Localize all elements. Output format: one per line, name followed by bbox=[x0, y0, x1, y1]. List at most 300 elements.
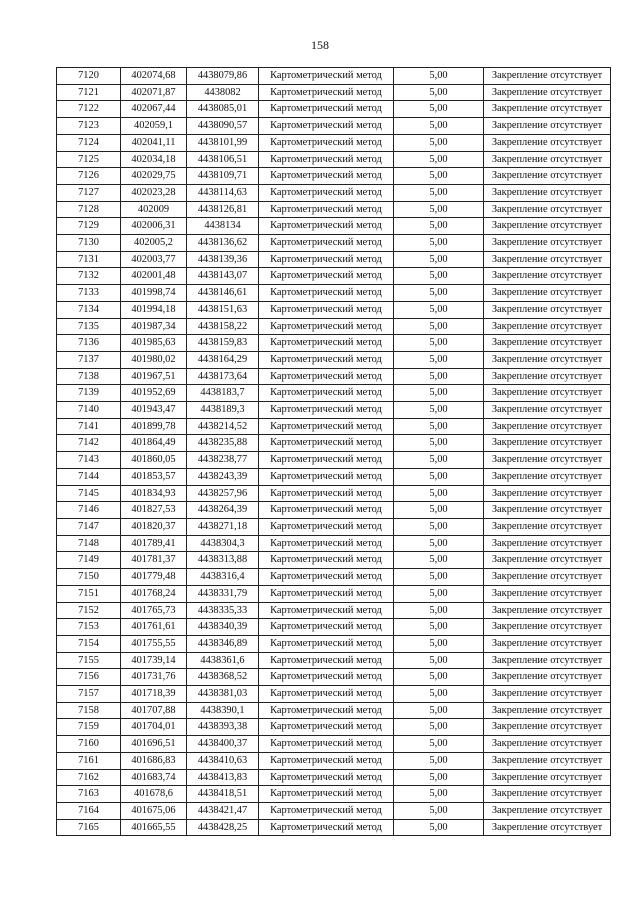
y-coordinate-cell: 4438158,22 bbox=[187, 318, 259, 335]
table-row bbox=[57, 535, 611, 552]
point-number-cell: 7153 bbox=[57, 619, 121, 636]
y-coordinate-cell: 4438304,3 bbox=[187, 535, 259, 552]
y-coordinate-cell: 4438313,88 bbox=[187, 552, 259, 569]
table-row bbox=[57, 335, 611, 352]
accuracy-cell: 5,00 bbox=[394, 318, 484, 335]
fixation-cell: Закрепление отсутствует bbox=[484, 84, 611, 101]
table-row bbox=[57, 351, 611, 368]
table-row bbox=[57, 151, 611, 168]
point-number-cell: 7165 bbox=[57, 819, 121, 836]
accuracy-cell: 5,00 bbox=[394, 84, 484, 101]
point-number-cell: 7124 bbox=[57, 134, 121, 151]
point-number-cell: 7145 bbox=[57, 485, 121, 502]
table-row bbox=[57, 669, 611, 686]
x-coordinate-cell: 401765,73 bbox=[121, 602, 187, 619]
point-number-cell: 7120 bbox=[57, 68, 121, 85]
method-cell: Картометрический метод bbox=[259, 552, 394, 569]
point-number-cell: 7130 bbox=[57, 235, 121, 252]
x-coordinate-cell: 402071,87 bbox=[121, 84, 187, 101]
x-coordinate-cell: 401994,18 bbox=[121, 301, 187, 318]
y-coordinate-cell: 4438079,86 bbox=[187, 68, 259, 85]
x-coordinate-cell: 401998,74 bbox=[121, 285, 187, 302]
accuracy-cell: 5,00 bbox=[394, 518, 484, 535]
x-coordinate-cell: 401675,06 bbox=[121, 802, 187, 819]
fixation-cell: Закрепление отсутствует bbox=[484, 268, 611, 285]
fixation-cell: Закрепление отсутствует bbox=[484, 168, 611, 185]
x-coordinate-cell: 402029,75 bbox=[121, 168, 187, 185]
x-coordinate-cell: 401967,51 bbox=[121, 368, 187, 385]
accuracy-cell: 5,00 bbox=[394, 351, 484, 368]
table-row bbox=[57, 585, 611, 602]
y-coordinate-cell: 4438151,63 bbox=[187, 301, 259, 318]
point-number-cell: 7139 bbox=[57, 385, 121, 402]
table-row bbox=[57, 168, 611, 185]
fixation-cell: Закрепление отсутствует bbox=[484, 802, 611, 819]
accuracy-cell: 5,00 bbox=[394, 268, 484, 285]
x-coordinate-cell: 401665,55 bbox=[121, 819, 187, 836]
x-coordinate-cell: 401768,24 bbox=[121, 585, 187, 602]
x-coordinate-cell: 402001,48 bbox=[121, 268, 187, 285]
accuracy-cell: 5,00 bbox=[394, 719, 484, 736]
method-cell: Картометрический метод bbox=[259, 402, 394, 419]
x-coordinate-cell: 401779,48 bbox=[121, 569, 187, 586]
point-number-cell: 7163 bbox=[57, 786, 121, 803]
y-coordinate-cell: 4438126,81 bbox=[187, 201, 259, 218]
table-row bbox=[57, 552, 611, 569]
point-number-cell: 7127 bbox=[57, 184, 121, 201]
y-coordinate-cell: 4438368,52 bbox=[187, 669, 259, 686]
fixation-cell: Закрепление отсутствует bbox=[484, 635, 611, 652]
y-coordinate-cell: 4438164,29 bbox=[187, 351, 259, 368]
fixation-cell: Закрепление отсутствует bbox=[484, 518, 611, 535]
accuracy-cell: 5,00 bbox=[394, 569, 484, 586]
y-coordinate-cell: 4438173,64 bbox=[187, 368, 259, 385]
table-row bbox=[57, 736, 611, 753]
table-row bbox=[57, 84, 611, 101]
accuracy-cell: 5,00 bbox=[394, 118, 484, 135]
method-cell: Картометрический метод bbox=[259, 502, 394, 519]
y-coordinate-cell: 4438271,18 bbox=[187, 518, 259, 535]
fixation-cell: Закрепление отсутствует bbox=[484, 736, 611, 753]
x-coordinate-cell: 402009 bbox=[121, 201, 187, 218]
table-row bbox=[57, 702, 611, 719]
y-coordinate-cell: 4438340,39 bbox=[187, 619, 259, 636]
point-number-cell: 7161 bbox=[57, 752, 121, 769]
fixation-cell: Закрепление отсутствует bbox=[484, 535, 611, 552]
x-coordinate-cell: 401731,76 bbox=[121, 669, 187, 686]
y-coordinate-cell: 4438101,99 bbox=[187, 134, 259, 151]
point-number-cell: 7138 bbox=[57, 368, 121, 385]
method-cell: Картометрический метод bbox=[259, 251, 394, 268]
point-number-cell: 7160 bbox=[57, 736, 121, 753]
accuracy-cell: 5,00 bbox=[394, 552, 484, 569]
method-cell: Картометрический метод bbox=[259, 134, 394, 151]
x-coordinate-cell: 401761,61 bbox=[121, 619, 187, 636]
accuracy-cell: 5,00 bbox=[394, 702, 484, 719]
x-coordinate-cell: 402034,18 bbox=[121, 151, 187, 168]
fixation-cell: Закрепление отсутствует bbox=[484, 702, 611, 719]
point-number-cell: 7151 bbox=[57, 585, 121, 602]
method-cell: Картометрический метод bbox=[259, 235, 394, 252]
table-row bbox=[57, 435, 611, 452]
fixation-cell: Закрепление отсутствует bbox=[484, 402, 611, 419]
table-row bbox=[57, 268, 611, 285]
point-number-cell: 7149 bbox=[57, 552, 121, 569]
x-coordinate-cell: 401943,47 bbox=[121, 402, 187, 419]
point-number-cell: 7137 bbox=[57, 351, 121, 368]
method-cell: Картометрический метод bbox=[259, 535, 394, 552]
point-number-cell: 7142 bbox=[57, 435, 121, 452]
y-coordinate-cell: 4438085,01 bbox=[187, 101, 259, 118]
table-row bbox=[57, 452, 611, 469]
y-coordinate-cell: 4438114,63 bbox=[187, 184, 259, 201]
table-row bbox=[57, 218, 611, 235]
fixation-cell: Закрепление отсутствует bbox=[484, 502, 611, 519]
point-number-cell: 7131 bbox=[57, 251, 121, 268]
point-number-cell: 7135 bbox=[57, 318, 121, 335]
x-coordinate-cell: 402023,28 bbox=[121, 184, 187, 201]
accuracy-cell: 5,00 bbox=[394, 602, 484, 619]
point-number-cell: 7164 bbox=[57, 802, 121, 819]
method-cell: Картометрический метод bbox=[259, 385, 394, 402]
y-coordinate-cell: 4438109,71 bbox=[187, 168, 259, 185]
point-number-cell: 7157 bbox=[57, 686, 121, 703]
accuracy-cell: 5,00 bbox=[394, 251, 484, 268]
accuracy-cell: 5,00 bbox=[394, 786, 484, 803]
y-coordinate-cell: 4438143,07 bbox=[187, 268, 259, 285]
fixation-cell: Закрепление отсутствует bbox=[484, 351, 611, 368]
fixation-cell: Закрепление отсутствует bbox=[484, 752, 611, 769]
table-row bbox=[57, 502, 611, 519]
table-row bbox=[57, 635, 611, 652]
x-coordinate-cell: 401739,14 bbox=[121, 652, 187, 669]
method-cell: Картометрический метод bbox=[259, 736, 394, 753]
fixation-cell: Закрепление отсутствует bbox=[484, 368, 611, 385]
fixation-cell: Закрепление отсутствует bbox=[484, 385, 611, 402]
method-cell: Картометрический метод bbox=[259, 702, 394, 719]
accuracy-cell: 5,00 bbox=[394, 168, 484, 185]
table-row bbox=[57, 485, 611, 502]
fixation-cell: Закрепление отсутствует bbox=[484, 101, 611, 118]
fixation-cell: Закрепление отсутствует bbox=[484, 318, 611, 335]
x-coordinate-cell: 402059,1 bbox=[121, 118, 187, 135]
y-coordinate-cell: 4438335,33 bbox=[187, 602, 259, 619]
y-coordinate-cell: 4438393,38 bbox=[187, 719, 259, 736]
x-coordinate-cell: 402041,11 bbox=[121, 134, 187, 151]
method-cell: Картометрический метод bbox=[259, 802, 394, 819]
table-row bbox=[57, 118, 611, 135]
point-number-cell: 7136 bbox=[57, 335, 121, 352]
table-row bbox=[57, 602, 611, 619]
fixation-cell: Закрепление отсутствует bbox=[484, 435, 611, 452]
x-coordinate-cell: 401707,88 bbox=[121, 702, 187, 719]
method-cell: Картометрический метод bbox=[259, 84, 394, 101]
table-row bbox=[57, 301, 611, 318]
table-row bbox=[57, 402, 611, 419]
point-number-cell: 7143 bbox=[57, 452, 121, 469]
fixation-cell: Закрепление отсутствует bbox=[484, 686, 611, 703]
method-cell: Картометрический метод bbox=[259, 101, 394, 118]
table-row bbox=[57, 318, 611, 335]
point-number-cell: 7134 bbox=[57, 301, 121, 318]
x-coordinate-cell: 401899,78 bbox=[121, 418, 187, 435]
coordinates-table-body bbox=[57, 68, 611, 836]
y-coordinate-cell: 4438257,96 bbox=[187, 485, 259, 502]
x-coordinate-cell: 402003,77 bbox=[121, 251, 187, 268]
method-cell: Картометрический метод bbox=[259, 285, 394, 302]
method-cell: Картометрический метод bbox=[259, 168, 394, 185]
point-number-cell: 7122 bbox=[57, 101, 121, 118]
fixation-cell: Закрепление отсутствует bbox=[484, 184, 611, 201]
table-row bbox=[57, 201, 611, 218]
x-coordinate-cell: 401952,69 bbox=[121, 385, 187, 402]
table-row bbox=[57, 68, 611, 85]
table-row bbox=[57, 752, 611, 769]
table-row bbox=[57, 686, 611, 703]
accuracy-cell: 5,00 bbox=[394, 736, 484, 753]
y-coordinate-cell: 4438106,51 bbox=[187, 151, 259, 168]
table-row bbox=[57, 619, 611, 636]
accuracy-cell: 5,00 bbox=[394, 769, 484, 786]
fixation-cell: Закрепление отсутствует bbox=[484, 602, 611, 619]
x-coordinate-cell: 401985,63 bbox=[121, 335, 187, 352]
table-row bbox=[57, 235, 611, 252]
fixation-cell: Закрепление отсутствует bbox=[484, 569, 611, 586]
method-cell: Картометрический метод bbox=[259, 686, 394, 703]
accuracy-cell: 5,00 bbox=[394, 402, 484, 419]
table-row bbox=[57, 769, 611, 786]
accuracy-cell: 5,00 bbox=[394, 151, 484, 168]
table-row bbox=[57, 101, 611, 118]
fixation-cell: Закрепление отсутствует bbox=[484, 786, 611, 803]
y-coordinate-cell: 4438381,03 bbox=[187, 686, 259, 703]
x-coordinate-cell: 401860,05 bbox=[121, 452, 187, 469]
fixation-cell: Закрепление отсутствует bbox=[484, 468, 611, 485]
table-row bbox=[57, 184, 611, 201]
y-coordinate-cell: 4438243,39 bbox=[187, 468, 259, 485]
accuracy-cell: 5,00 bbox=[394, 368, 484, 385]
table-row bbox=[57, 368, 611, 385]
method-cell: Картометрический метод bbox=[259, 518, 394, 535]
y-coordinate-cell: 4438428,25 bbox=[187, 819, 259, 836]
method-cell: Картометрический метод bbox=[259, 452, 394, 469]
y-coordinate-cell: 4438410,63 bbox=[187, 752, 259, 769]
fixation-cell: Закрепление отсутствует bbox=[484, 452, 611, 469]
page-number: 158 bbox=[311, 38, 329, 52]
table-row bbox=[57, 819, 611, 836]
fixation-cell: Закрепление отсутствует bbox=[484, 218, 611, 235]
point-number-cell: 7140 bbox=[57, 402, 121, 419]
x-coordinate-cell: 401704,01 bbox=[121, 719, 187, 736]
method-cell: Картометрический метод bbox=[259, 602, 394, 619]
method-cell: Картометрический метод bbox=[259, 619, 394, 636]
method-cell: Картометрический метод bbox=[259, 652, 394, 669]
y-coordinate-cell: 4438331,79 bbox=[187, 585, 259, 602]
accuracy-cell: 5,00 bbox=[394, 134, 484, 151]
accuracy-cell: 5,00 bbox=[394, 535, 484, 552]
point-number-cell: 7148 bbox=[57, 535, 121, 552]
point-number-cell: 7125 bbox=[57, 151, 121, 168]
accuracy-cell: 5,00 bbox=[394, 452, 484, 469]
x-coordinate-cell: 401987,34 bbox=[121, 318, 187, 335]
y-coordinate-cell: 4438146,61 bbox=[187, 285, 259, 302]
y-coordinate-cell: 4438136,62 bbox=[187, 235, 259, 252]
x-coordinate-cell: 401980,02 bbox=[121, 351, 187, 368]
point-number-cell: 7159 bbox=[57, 719, 121, 736]
fixation-cell: Закрепление отсутствует bbox=[484, 235, 611, 252]
accuracy-cell: 5,00 bbox=[394, 652, 484, 669]
point-number-cell: 7162 bbox=[57, 769, 121, 786]
x-coordinate-cell: 401827,53 bbox=[121, 502, 187, 519]
accuracy-cell: 5,00 bbox=[394, 669, 484, 686]
table-row bbox=[57, 786, 611, 803]
method-cell: Картометрический метод bbox=[259, 585, 394, 602]
fixation-cell: Закрепление отсутствует bbox=[484, 68, 611, 85]
method-cell: Картометрический метод bbox=[259, 635, 394, 652]
accuracy-cell: 5,00 bbox=[394, 101, 484, 118]
point-number-cell: 7133 bbox=[57, 285, 121, 302]
fixation-cell: Закрепление отсутствует bbox=[484, 552, 611, 569]
fixation-cell: Закрепление отсутствует bbox=[484, 151, 611, 168]
accuracy-cell: 5,00 bbox=[394, 585, 484, 602]
y-coordinate-cell: 4438189,3 bbox=[187, 402, 259, 419]
x-coordinate-cell: 401864,49 bbox=[121, 435, 187, 452]
table-row bbox=[57, 719, 611, 736]
accuracy-cell: 5,00 bbox=[394, 68, 484, 85]
point-number-cell: 7141 bbox=[57, 418, 121, 435]
fixation-cell: Закрепление отсутствует bbox=[484, 652, 611, 669]
y-coordinate-cell: 4438418,51 bbox=[187, 786, 259, 803]
x-coordinate-cell: 401696,51 bbox=[121, 736, 187, 753]
point-number-cell: 7154 bbox=[57, 635, 121, 652]
coordinates-table bbox=[56, 67, 611, 836]
x-coordinate-cell: 401834,93 bbox=[121, 485, 187, 502]
accuracy-cell: 5,00 bbox=[394, 335, 484, 352]
y-coordinate-cell: 4438214,52 bbox=[187, 418, 259, 435]
x-coordinate-cell: 401853,57 bbox=[121, 468, 187, 485]
x-coordinate-cell: 401718,39 bbox=[121, 686, 187, 703]
accuracy-cell: 5,00 bbox=[394, 418, 484, 435]
table-row bbox=[57, 652, 611, 669]
y-coordinate-cell: 4438390,1 bbox=[187, 702, 259, 719]
y-coordinate-cell: 4438421,47 bbox=[187, 802, 259, 819]
x-coordinate-cell: 401781,37 bbox=[121, 552, 187, 569]
fixation-cell: Закрепление отсутствует bbox=[484, 819, 611, 836]
accuracy-cell: 5,00 bbox=[394, 301, 484, 318]
y-coordinate-cell: 4438400,37 bbox=[187, 736, 259, 753]
point-number-cell: 7155 bbox=[57, 652, 121, 669]
method-cell: Картометрический метод bbox=[259, 786, 394, 803]
x-coordinate-cell: 401755,55 bbox=[121, 635, 187, 652]
fixation-cell: Закрепление отсутствует bbox=[484, 418, 611, 435]
accuracy-cell: 5,00 bbox=[394, 201, 484, 218]
accuracy-cell: 5,00 bbox=[394, 619, 484, 636]
accuracy-cell: 5,00 bbox=[394, 819, 484, 836]
point-number-cell: 7147 bbox=[57, 518, 121, 535]
fixation-cell: Закрепление отсутствует bbox=[484, 719, 611, 736]
method-cell: Картометрический метод bbox=[259, 669, 394, 686]
y-coordinate-cell: 4438139,36 bbox=[187, 251, 259, 268]
table-row bbox=[57, 134, 611, 151]
y-coordinate-cell: 4438183,7 bbox=[187, 385, 259, 402]
accuracy-cell: 5,00 bbox=[394, 802, 484, 819]
y-coordinate-cell: 4438316,4 bbox=[187, 569, 259, 586]
y-coordinate-cell: 4438238,77 bbox=[187, 452, 259, 469]
accuracy-cell: 5,00 bbox=[394, 468, 484, 485]
x-coordinate-cell: 401820,37 bbox=[121, 518, 187, 535]
method-cell: Картометрический метод bbox=[259, 218, 394, 235]
accuracy-cell: 5,00 bbox=[394, 502, 484, 519]
x-coordinate-cell: 402067,44 bbox=[121, 101, 187, 118]
accuracy-cell: 5,00 bbox=[394, 218, 484, 235]
accuracy-cell: 5,00 bbox=[394, 686, 484, 703]
accuracy-cell: 5,00 bbox=[394, 285, 484, 302]
point-number-cell: 7128 bbox=[57, 201, 121, 218]
method-cell: Картометрический метод bbox=[259, 318, 394, 335]
y-coordinate-cell: 4438235,88 bbox=[187, 435, 259, 452]
method-cell: Картометрический метод bbox=[259, 418, 394, 435]
point-number-cell: 7144 bbox=[57, 468, 121, 485]
fixation-cell: Закрепление отсутствует bbox=[484, 118, 611, 135]
accuracy-cell: 5,00 bbox=[394, 184, 484, 201]
method-cell: Картометрический метод bbox=[259, 184, 394, 201]
method-cell: Картометрический метод bbox=[259, 118, 394, 135]
method-cell: Картометрический метод bbox=[259, 752, 394, 769]
method-cell: Картометрический метод bbox=[259, 335, 394, 352]
point-number-cell: 7126 bbox=[57, 168, 121, 185]
table-row bbox=[57, 518, 611, 535]
method-cell: Картометрический метод bbox=[259, 468, 394, 485]
table-row bbox=[57, 802, 611, 819]
method-cell: Картометрический метод bbox=[259, 569, 394, 586]
accuracy-cell: 5,00 bbox=[394, 235, 484, 252]
table-row bbox=[57, 569, 611, 586]
fixation-cell: Закрепление отсутствует bbox=[484, 769, 611, 786]
accuracy-cell: 5,00 bbox=[394, 435, 484, 452]
y-coordinate-cell: 4438361,6 bbox=[187, 652, 259, 669]
method-cell: Картометрический метод bbox=[259, 485, 394, 502]
y-coordinate-cell: 4438090,57 bbox=[187, 118, 259, 135]
table-row bbox=[57, 418, 611, 435]
y-coordinate-cell: 4438134 bbox=[187, 218, 259, 235]
x-coordinate-cell: 401686,83 bbox=[121, 752, 187, 769]
point-number-cell: 7150 bbox=[57, 569, 121, 586]
fixation-cell: Закрепление отсутствует bbox=[484, 585, 611, 602]
point-number-cell: 7121 bbox=[57, 84, 121, 101]
method-cell: Картометрический метод bbox=[259, 301, 394, 318]
x-coordinate-cell: 401789,41 bbox=[121, 535, 187, 552]
method-cell: Картометрический метод bbox=[259, 769, 394, 786]
y-coordinate-cell: 4438159,83 bbox=[187, 335, 259, 352]
point-number-cell: 7146 bbox=[57, 502, 121, 519]
method-cell: Картометрический метод bbox=[259, 368, 394, 385]
fixation-cell: Закрепление отсутствует bbox=[484, 301, 611, 318]
point-number-cell: 7158 bbox=[57, 702, 121, 719]
y-coordinate-cell: 4438413,83 bbox=[187, 769, 259, 786]
x-coordinate-cell: 402005,2 bbox=[121, 235, 187, 252]
fixation-cell: Закрепление отсутствует bbox=[484, 669, 611, 686]
point-number-cell: 7152 bbox=[57, 602, 121, 619]
fixation-cell: Закрепление отсутствует bbox=[484, 335, 611, 352]
point-number-cell: 7156 bbox=[57, 669, 121, 686]
y-coordinate-cell: 4438264,39 bbox=[187, 502, 259, 519]
method-cell: Картометрический метод bbox=[259, 268, 394, 285]
method-cell: Картометрический метод bbox=[259, 201, 394, 218]
y-coordinate-cell: 4438082 bbox=[187, 84, 259, 101]
fixation-cell: Закрепление отсутствует bbox=[484, 485, 611, 502]
table-row bbox=[57, 468, 611, 485]
accuracy-cell: 5,00 bbox=[394, 385, 484, 402]
